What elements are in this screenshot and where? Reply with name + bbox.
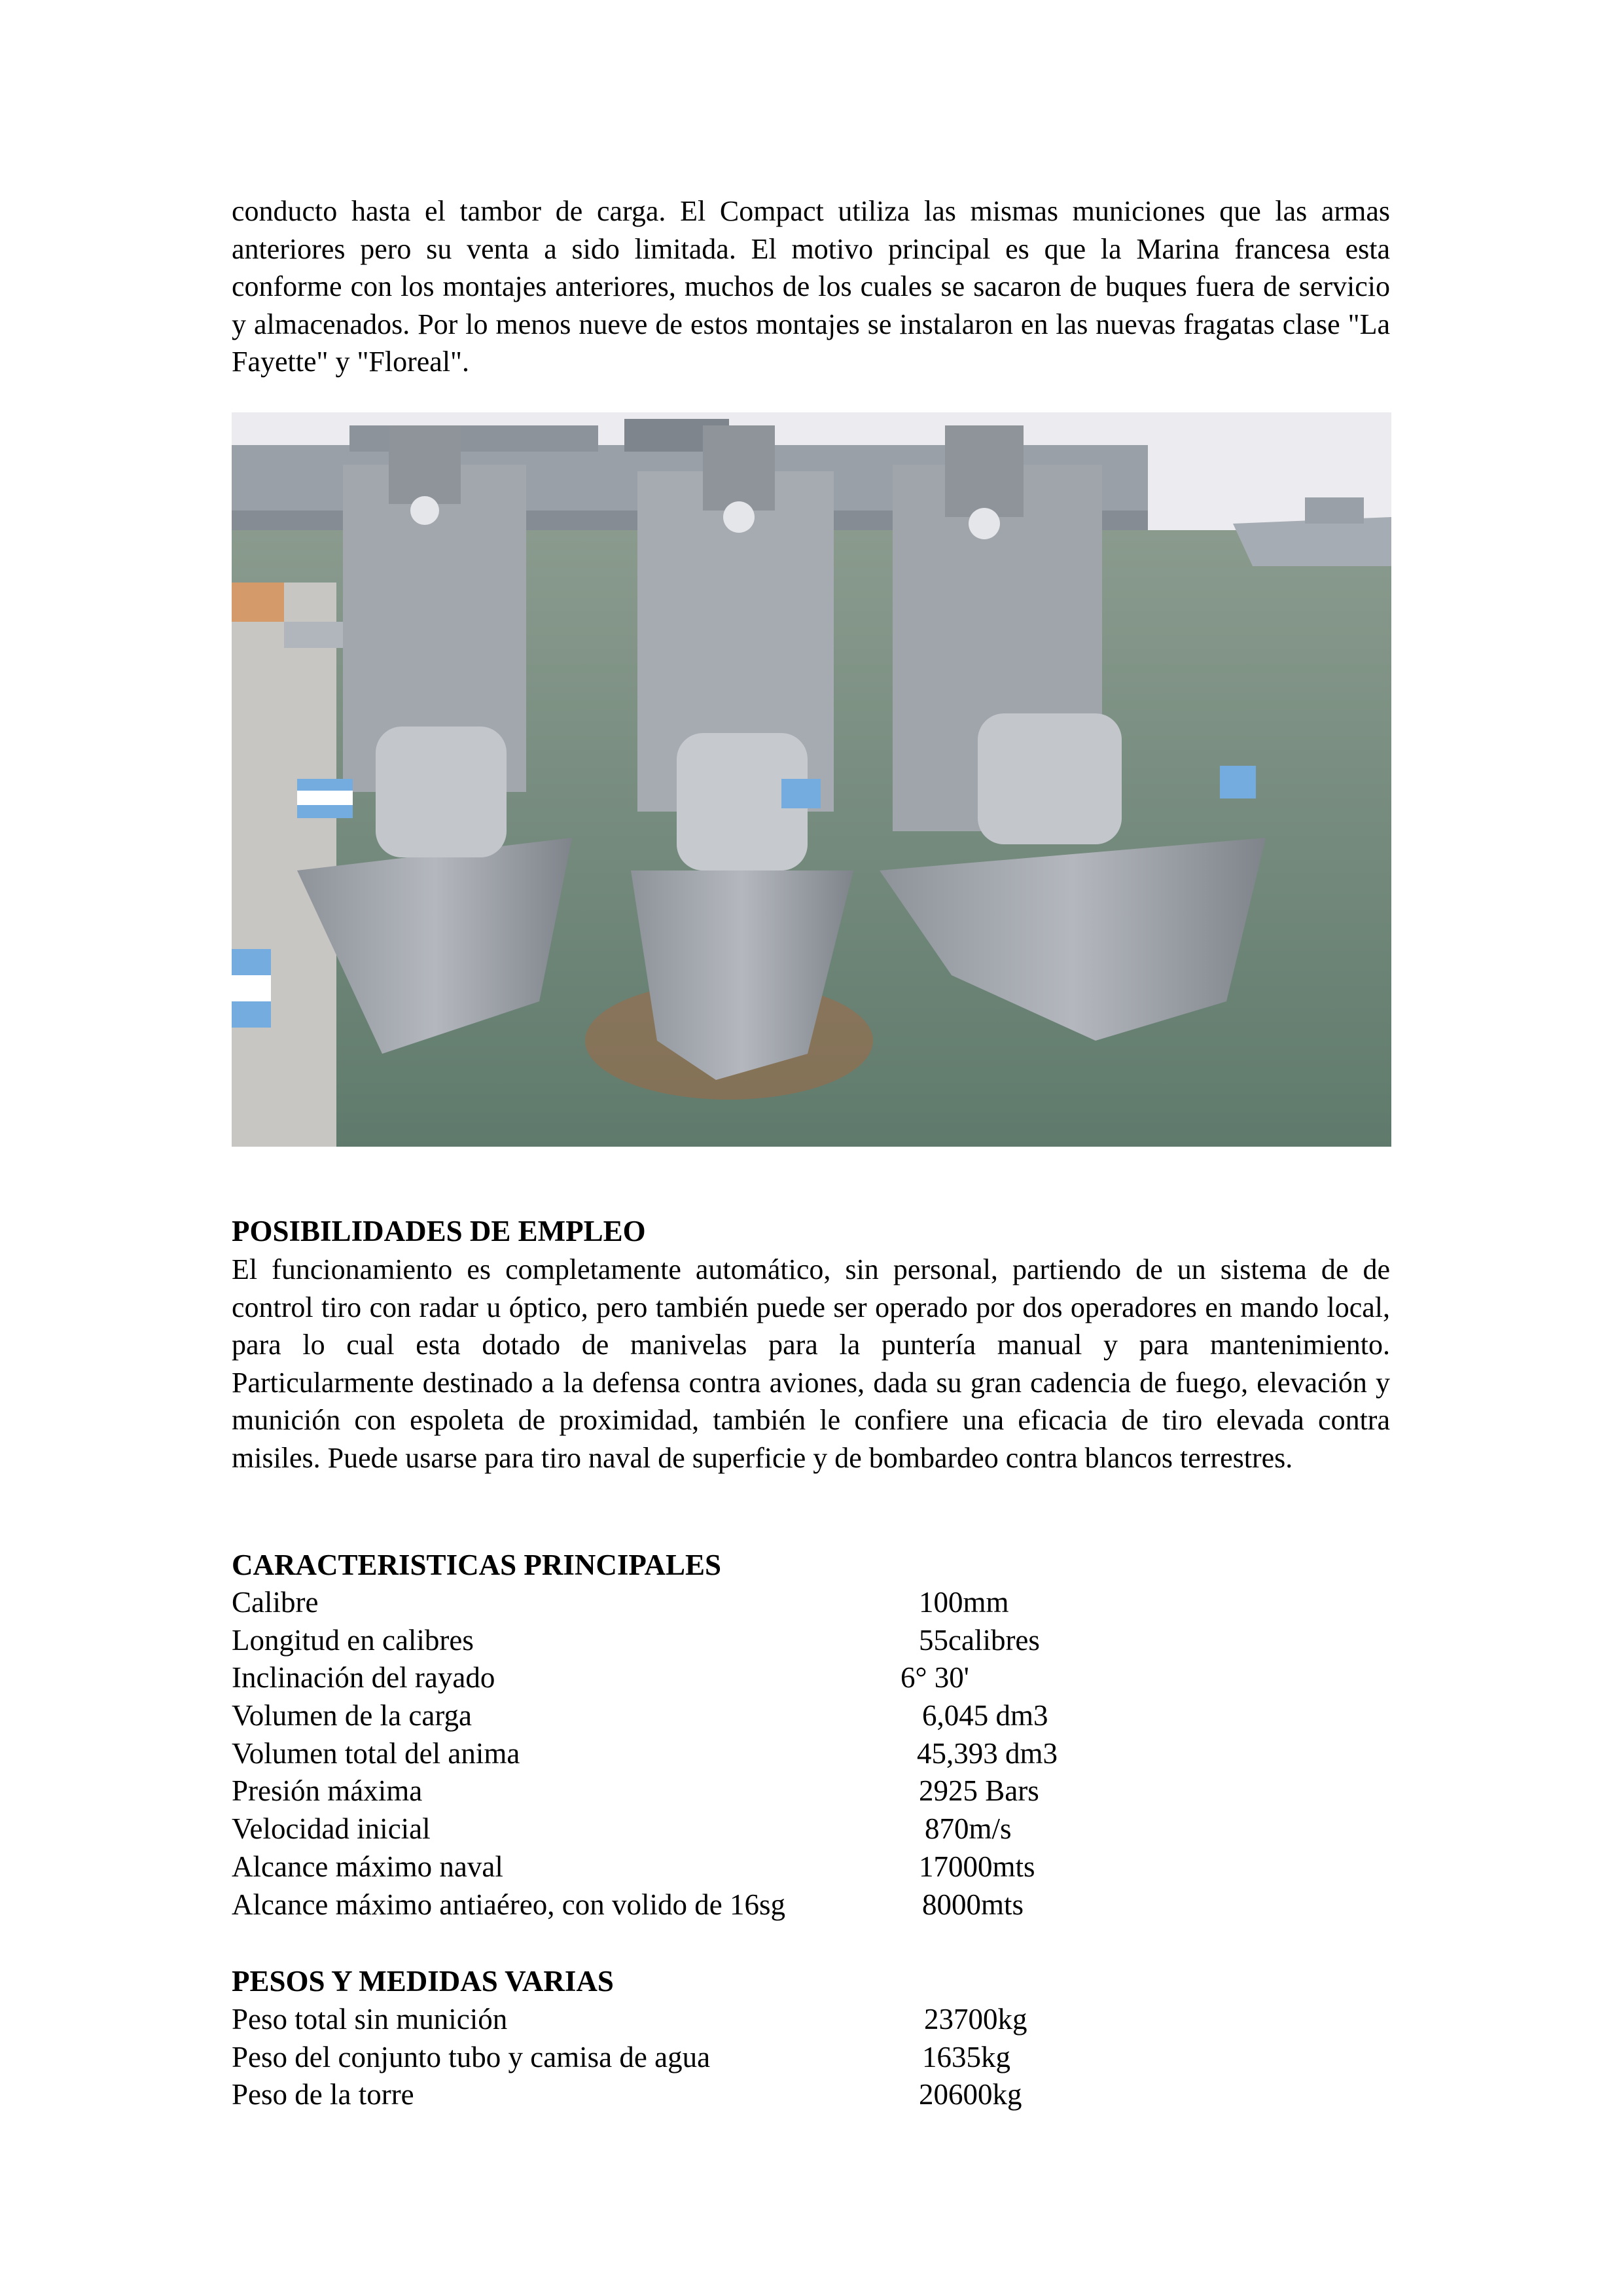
- spec-label: Presión máxima: [232, 1774, 423, 1808]
- intro-paragraph: conducto hasta el tambor de carga. El Compact utiliza las mismas municiones que las armas anteriores pero su venta a sido limitada. El motivo principal es que la Marina francesa esta conforme con los montajes anteriores, muchos de los cuales se sacaron de buques fuera de servicio y almacenados. Por lo menos nueve de estos montajes se instalaron en las nuevas fragatas clase "La Fayette" y "Floreal".: [232, 195, 1390, 378]
- spec-row: [232, 1886, 1390, 1924]
- spec-row: [232, 1697, 1390, 1735]
- spec-value: 23700kg: [924, 2003, 1027, 2036]
- spec-value: 45,393 dm3: [917, 1736, 1058, 1770]
- spec-value: 100mm: [919, 1586, 1009, 1619]
- spec-label: Peso del conjunto tubo y camisa de agua: [232, 2040, 711, 2073]
- quay: [232, 583, 343, 1147]
- spec-value: 2925 Bars: [919, 1774, 1039, 1808]
- spec-value: 6° 30': [901, 1661, 969, 1695]
- spec-value: 20600kg: [919, 2078, 1022, 2111]
- weights-list: [232, 2001, 1390, 2114]
- spec-label: Volumen de la carga: [232, 1699, 472, 1732]
- spec-row: [232, 1622, 1390, 1660]
- spec-label: Peso total sin munición: [232, 2003, 508, 2036]
- weights-heading: PESOS Y MEDIDAS VARIAS: [232, 1965, 614, 1998]
- employment-paragraph: El funcionamiento es completamente automático, sin personal, partiendo de un sistema de de control tiro con radar u óptico, pero también puede ser operado por dos operadores en mando local, para lo cual esta dotado de manivelas para la puntería manual y para mantenimiento. Particularmente destinado a la defensa contra aviones, dada su gran cadencia de fuego, elevación y munición con espoleta de proximidad, también le confiere una eficacia de tiro elevada contra misiles. Puede usarse para tiro naval de superficie y de bombardeo contra blancos terrestres.: [232, 1253, 1390, 1474]
- spec-label: Longitud en calibres: [232, 1623, 474, 1657]
- spec-value: 17000mts: [919, 1850, 1035, 1883]
- employment-heading: POSIBILIDADES DE EMPLEO: [232, 1215, 646, 1247]
- spec-label: Calibre: [232, 1586, 319, 1619]
- spec-row: [232, 2076, 1390, 2114]
- spec-row: [232, 2001, 1390, 2039]
- characteristics-heading: CARACTERISTICAS PRINCIPALES: [232, 1549, 722, 1581]
- spec-label: Alcance máximo antiaéreo, con volido de 16sg: [232, 1888, 785, 1921]
- spec-row: [232, 1659, 1390, 1697]
- spec-value: 1635kg: [922, 2040, 1010, 2073]
- spec-label: Peso de la torre: [232, 2078, 414, 2111]
- spec-value: 55calibres: [919, 1623, 1040, 1657]
- spec-label: Volumen total del anima: [232, 1736, 520, 1770]
- spec-row: [232, 1810, 1390, 1848]
- spec-row: [232, 1772, 1390, 1810]
- spec-row: [232, 1848, 1390, 1886]
- spec-value: 8000mts: [922, 1888, 1024, 1921]
- spec-label: Velocidad inicial: [232, 1812, 431, 1846]
- characteristics-list: [232, 1584, 1390, 1924]
- spec-value: 6,045 dm3: [922, 1699, 1048, 1732]
- spec-label: Inclinación del rayado: [232, 1661, 495, 1695]
- ship-center: [631, 425, 853, 1080]
- ships-photo: [232, 412, 1391, 1147]
- spec-value: 870m/s: [925, 1812, 1012, 1846]
- spec-row: [232, 1735, 1390, 1773]
- spec-label: Alcance máximo naval: [232, 1850, 503, 1883]
- argentine-flag: [232, 949, 271, 1028]
- spec-row: [232, 1584, 1390, 1622]
- spec-row: [232, 2039, 1390, 2077]
